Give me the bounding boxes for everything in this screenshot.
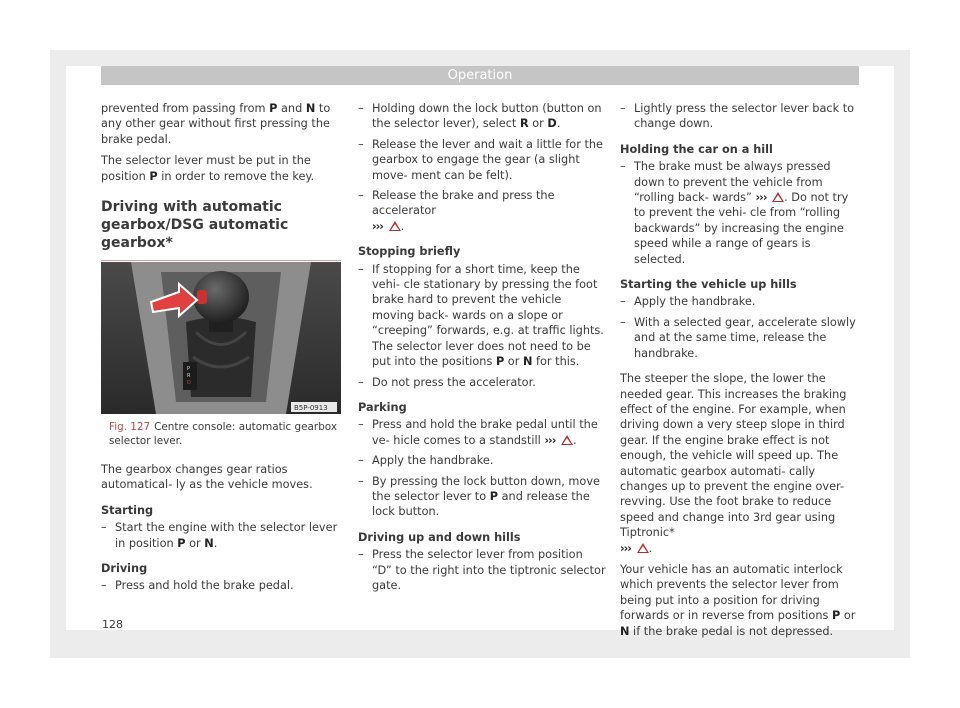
svg-text:D: D <box>187 380 191 386</box>
list-item: – Press and hold the brake pedal. <box>101 578 341 593</box>
warning-icon <box>561 435 573 445</box>
warning-icon <box>389 221 401 231</box>
figure-caption: Fig. 127 Centre console: automatic gearbox selector lever. <box>109 421 337 447</box>
cross-reference-arrow[interactable]: ››› <box>620 541 631 555</box>
list-item: – With a selected gear, accelerate slowly and at the same time, release the handbrake. <box>620 315 862 361</box>
list-item: – Lightly press the selector lever back to change down. <box>620 101 862 132</box>
figure-number: Fig. 127 <box>109 421 151 433</box>
cross-reference-arrow[interactable]: ››› <box>372 219 383 233</box>
subheading-hills: Driving up and down hills <box>358 530 521 544</box>
list-item: – Holding down the lock button (button on the selector lever), select R or D. <box>358 101 606 132</box>
subheading-starting: Starting <box>101 503 154 517</box>
subheading-parking: Parking <box>358 400 407 414</box>
column-1 <box>101 101 341 271</box>
warning-icon <box>637 543 649 553</box>
svg-text:P: P <box>187 366 191 372</box>
list-item: – Release the lever and wait a little for the gearbox to engage the gear (a slight move- ment can be felt). <box>358 137 606 183</box>
list-item: – Press the selector lever from position “D” to the right into the tiptronic selector gate. <box>358 547 606 593</box>
figure-code: B5P-0913 <box>294 404 328 412</box>
list-item: – If stopping for a short time, keep the vehi- cle stationary by pressing the foot brake hard to prevent the vehicle moving back- wards on a slope or “creeping” forwards, e.g. at traffic lights. The selector lever does not need to be put into the positions P or N for this. <box>358 262 606 370</box>
paragraph: Your vehicle has an automatic interlock which prevents the selector lever from being put into a position for driving forwards or in reverse from positions P or N if the brake pedal is not depressed. <box>620 562 856 638</box>
section-header: Operation <box>101 66 859 85</box>
list-item: – Apply the handbrake. <box>620 294 862 309</box>
subheading-stopping: Stopping briefly <box>358 245 461 259</box>
list-item: – Start the engine with the selector lever in position P or N. <box>101 520 341 551</box>
list-item: – By pressing the lock button down, move the selector lever to P and release the lock button. <box>358 474 606 520</box>
column-3 <box>620 101 862 645</box>
gear-lever-photo <box>101 262 341 414</box>
page-number: 128 <box>102 618 123 631</box>
paragraph: prevented from passing from P and N to any other gear without first pressing the brake pedal. <box>101 102 331 146</box>
list-item: – The brake must be always pressed down to prevent the vehicle from “rolling back- wards” ››› . Do not try to prevent the vehi- cle from “rolling backwards” by increasing the engine speed while a range of gears is selected. <box>620 159 862 267</box>
figure-gear-lever <box>101 262 341 414</box>
subheading-holding: Holding the car on a hill <box>620 142 773 156</box>
list-item: – Do not press the accelerator. <box>358 375 606 390</box>
cross-reference-arrow[interactable]: ››› <box>755 191 767 205</box>
column-1-lower <box>101 462 341 599</box>
subheading-startup: Starting the vehicle up hills <box>620 278 797 292</box>
cross-reference-arrow[interactable]: ››› <box>544 433 556 447</box>
section-heading: Driving with automatic gearbox/DSG automatic gearbox* <box>101 198 341 261</box>
paragraph: The steeper the slope, the lower the needed gear. This increases the braking effect of the engine. For example, when driving down a very steep slope in third gear. If the engine brake effect is not enough, the vehicle will speed up. The automatic gearbox automati- cally changes up to prevent the engine over- revving. Use the foot brake to reduce speed and change into 3rd gear using Tiptronic* ››› . <box>620 372 847 555</box>
paragraph: The gearbox changes gear ratios automatical- ly as the vehicle moves. <box>101 463 313 492</box>
subheading-driving: Driving <box>101 562 148 576</box>
list-item: – Apply the handbrake. <box>358 453 606 468</box>
column-2 <box>358 101 606 598</box>
list-item: – Release the brake and press the accelerator ››› . <box>358 188 606 234</box>
paragraph: The selector lever must be put in the position P in order to remove the key. <box>101 154 315 183</box>
warning-icon <box>772 192 784 202</box>
svg-text:R: R <box>187 373 191 379</box>
list-item: – Press and hold the brake pedal until the ve- hicle comes to a standstill ››› . <box>358 417 606 448</box>
